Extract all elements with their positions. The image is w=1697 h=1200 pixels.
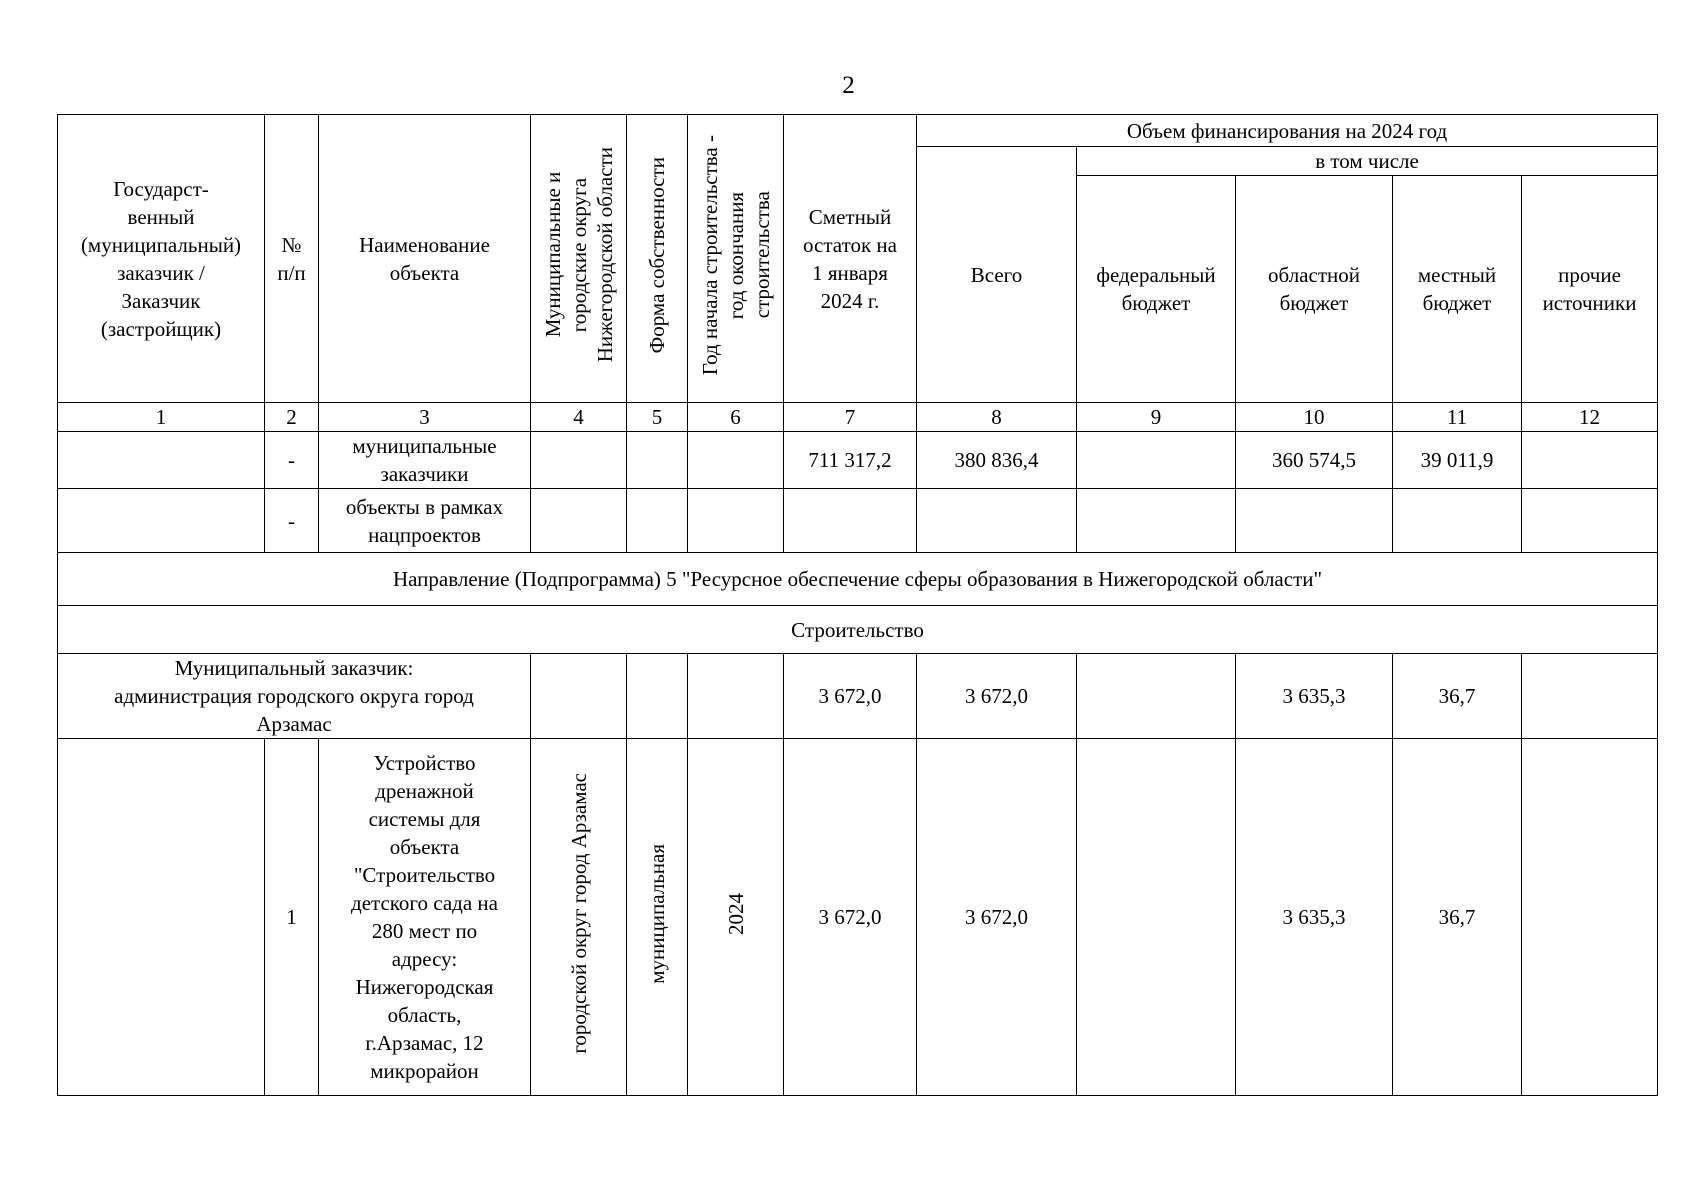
page-number: 2 <box>842 72 855 99</box>
customer-name: Муниципальный заказчик: администрация городского округа город Арзамас <box>58 654 531 739</box>
column-number: 2 <box>265 403 319 432</box>
object-name: Устройство дренажной системы для объекта "Строительство детского сада на 280 мест по адресу: Нижегородская область, г.Арзамас, 12 микрорайон <box>319 739 531 1096</box>
header-federal: федеральный бюджет <box>1077 176 1236 403</box>
header-total: Всего <box>917 147 1077 403</box>
direction-heading: Направление (Подпрограмма) 5 "Ресурсное обеспечение сферы образования в Нижегородской области" <box>58 553 1658 606</box>
header-estimated-balance: Сметный остаток на 1 января 2024 г. <box>784 115 917 403</box>
estimated-balance-cell: 711 317,2 <box>784 432 917 489</box>
header-including: в том числе <box>1077 147 1658 176</box>
federal-cell <box>1077 432 1236 489</box>
local-cell: 36,7 <box>1393 654 1522 739</box>
years-cell: 2024 <box>688 739 784 1096</box>
column-number: 11 <box>1393 403 1522 432</box>
header-financing-title: Объем финансирования на 2024 год <box>917 115 1658 147</box>
column-number: 3 <box>319 403 531 432</box>
estimated-balance-cell: 3 672,0 <box>784 739 917 1096</box>
column-number: 8 <box>917 403 1077 432</box>
header-districts: Муниципальные и городские округа Нижегородской области <box>531 115 627 403</box>
header-customer: Государст- венный (муниципальный) заказчик / Заказчик (застройщик) <box>58 115 265 403</box>
table-row-object <box>58 739 1658 1096</box>
column-number: 7 <box>784 403 917 432</box>
row-number: - <box>265 432 319 489</box>
regional-cell: 360 574,5 <box>1236 432 1393 489</box>
table-row-customer <box>58 654 1658 739</box>
total-cell: 380 836,4 <box>917 432 1077 489</box>
column-number: 9 <box>1077 403 1236 432</box>
regional-cell: 3 635,3 <box>1236 654 1393 739</box>
total-cell: 3 672,0 <box>917 739 1077 1096</box>
row-number: 1 <box>265 739 319 1096</box>
ownership-cell: муниципальная <box>627 739 688 1096</box>
header-years: Год начала строительства - год окончания строительства <box>688 115 784 403</box>
column-number: 12 <box>1522 403 1658 432</box>
row-name: объекты в рамках нацпроектов <box>319 489 531 553</box>
regional-cell: 3 635,3 <box>1236 739 1393 1096</box>
column-number: 5 <box>627 403 688 432</box>
table-row-municipal-customers <box>58 432 1658 489</box>
other-cell <box>1522 432 1658 489</box>
district-cell: городской округ город Арзамас <box>531 739 627 1096</box>
header-number: № п/п <box>265 115 319 403</box>
local-cell: 36,7 <box>1393 739 1522 1096</box>
table-row-national-projects <box>58 489 1658 553</box>
column-numbers-row <box>58 403 1658 432</box>
column-number: 1 <box>58 403 265 432</box>
column-number: 10 <box>1236 403 1393 432</box>
header-ownership: Форма собственности <box>627 115 688 403</box>
local-cell: 39 011,9 <box>1393 432 1522 489</box>
header-object-name: Наименование объекта <box>319 115 531 403</box>
header-regional: областной бюджет <box>1236 176 1393 403</box>
construction-heading: Строительство <box>58 606 1658 654</box>
row-number: - <box>265 489 319 553</box>
financing-table <box>57 114 1658 1096</box>
header-local: местный бюджет <box>1393 176 1522 403</box>
column-number: 6 <box>688 403 784 432</box>
total-cell: 3 672,0 <box>917 654 1077 739</box>
row-name: муниципальные заказчики <box>319 432 531 489</box>
header-other: прочие источники <box>1522 176 1658 403</box>
column-number: 4 <box>531 403 627 432</box>
estimated-balance-cell: 3 672,0 <box>784 654 917 739</box>
